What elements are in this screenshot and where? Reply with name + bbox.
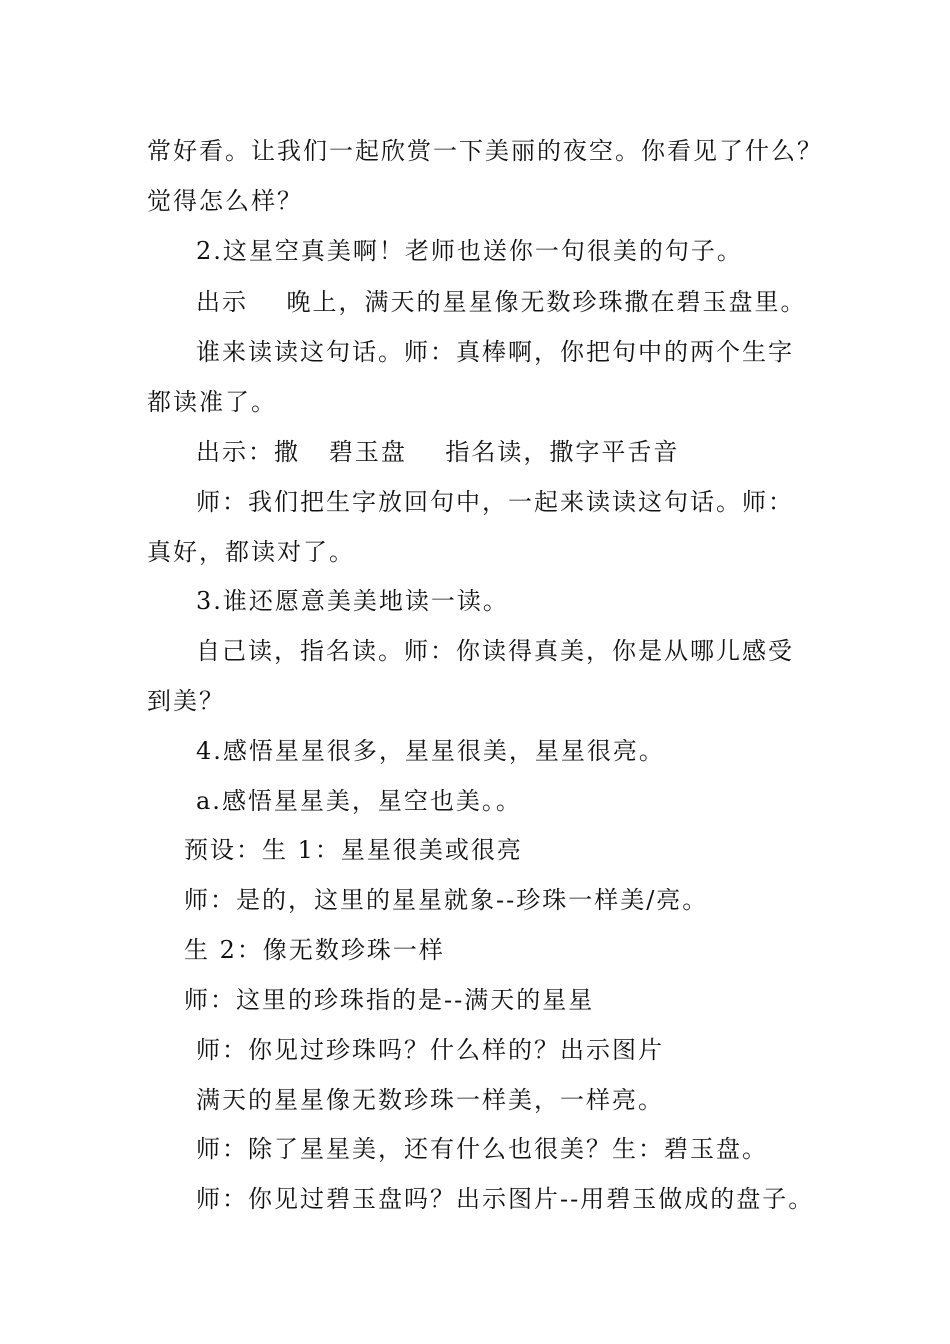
text-line-2: 觉得怎么样？ [147, 187, 303, 215]
text-line-21: 师：除了星星美，还有什么也很美？生：碧玉盘。 [196, 1135, 768, 1163]
text-line-1: 常好看。让我们一起欣赏一下美丽的夜空。你看见了什么？ [147, 137, 823, 165]
text-line-20: 满天的星星像无数珍珠一样美，一样亮。 [196, 1086, 664, 1114]
text-line-17: 生 2：像无数珍珠一样 [184, 936, 445, 964]
text-line-7: 出示：撒 碧玉盘 指名读，撒字平舌音 [196, 438, 680, 466]
text-line-16: 师：是的，这里的星星就象--珍珠一样美/亮。 [184, 886, 709, 914]
text-line-10: 3.谁还愿意美美地读一读。 [196, 587, 509, 615]
text-line-5: 谁来读读这句话。师：真棒啊，你把句中的两个生字 [196, 338, 794, 366]
text-line-13: 4.感悟星星很多，星星很美，星星很亮。 [196, 737, 665, 765]
text-line-12: 到美？ [147, 687, 225, 715]
text-line-11: 自己读，指名读。师：你读得真美，你是从哪儿感受 [196, 637, 794, 665]
text-line-18: 师：这里的珍珠指的是--满天的星星 [184, 986, 595, 1014]
text-line-14: a.感悟星星美，星空也美。。 [196, 787, 522, 815]
text-line-15: 预设：生 1：星星很美或很亮 [184, 836, 523, 864]
text-line-22: 师：你见过碧玉盘吗？出示图片--用碧玉做成的盘子。 [196, 1185, 815, 1213]
text-line-8: 师：我们把生字放回句中，一起来读读这句话。师： [196, 488, 794, 516]
text-line-4: 出示 晚上，满天的星星像无数珍珠撒在碧玉盘里。 [196, 288, 807, 316]
text-line-19: 师：你见过珍珠吗？什么样的？出示图片 [196, 1036, 664, 1064]
text-line-9: 真好，都读对了。 [147, 538, 355, 566]
text-line-6: 都读准了。 [147, 388, 277, 416]
text-line-3: 2.这星空真美啊！老师也送你一句很美的句子。 [196, 237, 743, 265]
